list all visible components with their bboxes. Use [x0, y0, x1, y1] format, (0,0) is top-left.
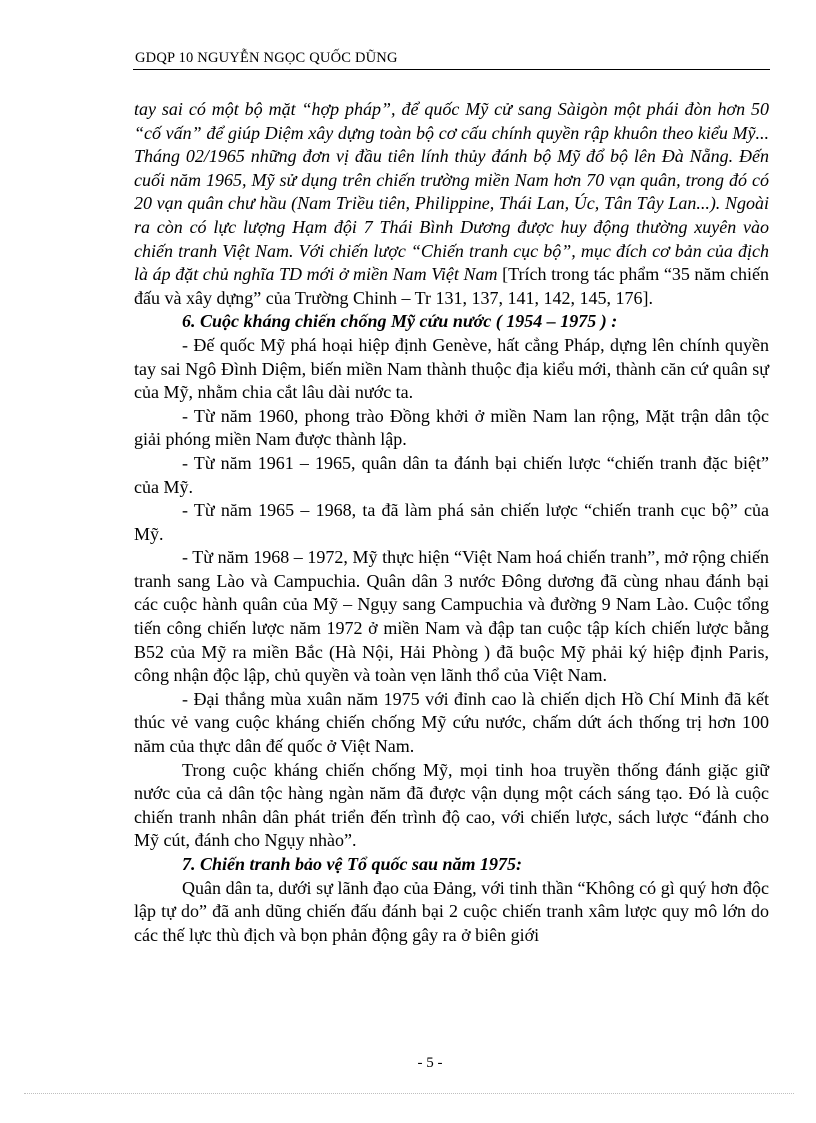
section-6-item-3: - Từ năm 1961 – 1965, quân dân ta đánh bại chiến lược “chiến tranh đặc biệt” của Mỹ.: [134, 452, 769, 497]
section-6-item-1: - Đế quốc Mỹ phá hoại hiệp định Genève, hất cẳng Pháp, dựng lên chính quyền tay sai Ngô Đình Diệm, biến miền Nam thành thuộc địa kiểu mới, thành căn cứ quân sự của Mỹ, nhằm chia cắt lâu dài nước ta.: [134, 334, 769, 403]
section-6-summary: Trong cuộc kháng chiến chống Mỹ, mọi tinh hoa truyền thống đánh giặc giữ nước của cả dân tộc hàng ngàn năm đã được vận dụng một cách sáng tạo. Đó là cuộc chiến tranh nhân dân phát triển đến trình độ cao, với chiến lược, sách lược “đánh cho Mỹ cút, đánh cho Ngụy nhào”.: [134, 759, 769, 851]
document-body: [134, 98, 769, 947]
continued-paragraph: [134, 98, 769, 310]
section-6-heading: 6. Cuộc kháng chiến chống Mỹ cứu nước ( 1954 – 1975 ) :: [182, 311, 618, 332]
page-bottom-divider: [24, 1093, 794, 1094]
header-divider: [133, 69, 770, 70]
citation-text: [Trích trong tác phẩm “35 năm chiến đấu và xây dựng” của Trường Chinh – Tr 131, 137, 141, 142, 145, 176].: [134, 264, 770, 308]
section-6-item-4: - Từ năm 1965 – 1968, ta đã làm phá sản chiến lược “chiến tranh cục bộ” của Mỹ.: [134, 500, 769, 544]
section-6-item-5: - Từ năm 1968 – 1972, Mỹ thực hiện “Việt Nam hoá chiến tranh”, mở rộng chiến tranh sang Lào và Campuchia. Quân dân 3 nước Đông dương đã cùng nhau đánh bại các cuộc hành quân của Mỹ – Ngụy sang Campuchia và đường 9 Nam Lào. Cuộc tổng tiến công chiến lược năm 1972 ở miền Nam và đập tan cuộc tập kích chiến lược bằng B52 của Mỹ ra miền Bắc (Hà Nội, Hải Phòng ) đã buộc Mỹ phải ký hiệp định Paris, công nhận độc lập, chủ quyền và toàn vẹn lãnh thổ của Việt Nam.: [134, 547, 769, 686]
section-7-heading: 7. Chiến tranh bảo vệ Tổ quốc sau năm 1975:: [182, 854, 523, 874]
section-6-item-6: - Đại thắng mùa xuân năm 1975 với đỉnh cao là chiến dịch Hồ Chí Minh đã kết thúc vẻ vang cuộc kháng chiến chống Mỹ cứu nước, chấm dứt ách thống trị hơn 100 năm của thực dân đế quốc ở Việt Nam.: [134, 688, 769, 757]
page-header: GDQP 10 NGUYỄN NGỌC QUỐC DŨNG: [135, 50, 398, 66]
page-number: - 5 -: [417, 1055, 443, 1071]
section-6-item-2: - Từ năm 1960, phong trào Đồng khởi ở miền Nam lan rộng, Mặt trận dân tộc giải phóng miền Nam được thành lập.: [134, 405, 769, 450]
section-7-paragraph: Quân dân ta, dưới sự lãnh đạo của Đảng, với tinh thần “Không có gì quý hơn độc lập tự do” đã anh dũng chiến đấu đánh bại 2 cuộc chiến tranh xâm lược quy mô lớn do các thế lực thù địch và bọn phản động gây ra ở biên giới: [134, 877, 769, 945]
paragraph-italic-text: tay sai có một bộ mặt “hợp pháp”, để quốc Mỹ cử sang Sàigòn một phái đòn hơn 50 “cố vấn” để giúp Diệm xây dựng toàn bộ cơ cấu chính quyền rập khuôn theo kiểu Mỹ... Tháng 02/1965 những đơn vị đầu tiên lính thủy đánh bộ Mỹ đổ bộ lên Đà Nẵng. Đến cuối năm 1965, Mỹ sử dụng trên chiến trường miền Nam hơn 70 vạn quân, trong đó có 20 vạn quân chư hầu (Nam Triều tiên, Philippine, Thái Lan, Úc, Tân Tây Lan...). Ngoài ra còn có lực lượng Hạm đội 7 Thái Bình Dương được huy động thường xuyên vào chiến tranh Việt Nam. Với chiến lược “Chiến tranh cục bộ”, mục đích cơ bản của địch là áp đặt chủ nghĩa TD mới ở miền Nam Việt Nam: [134, 99, 769, 285]
